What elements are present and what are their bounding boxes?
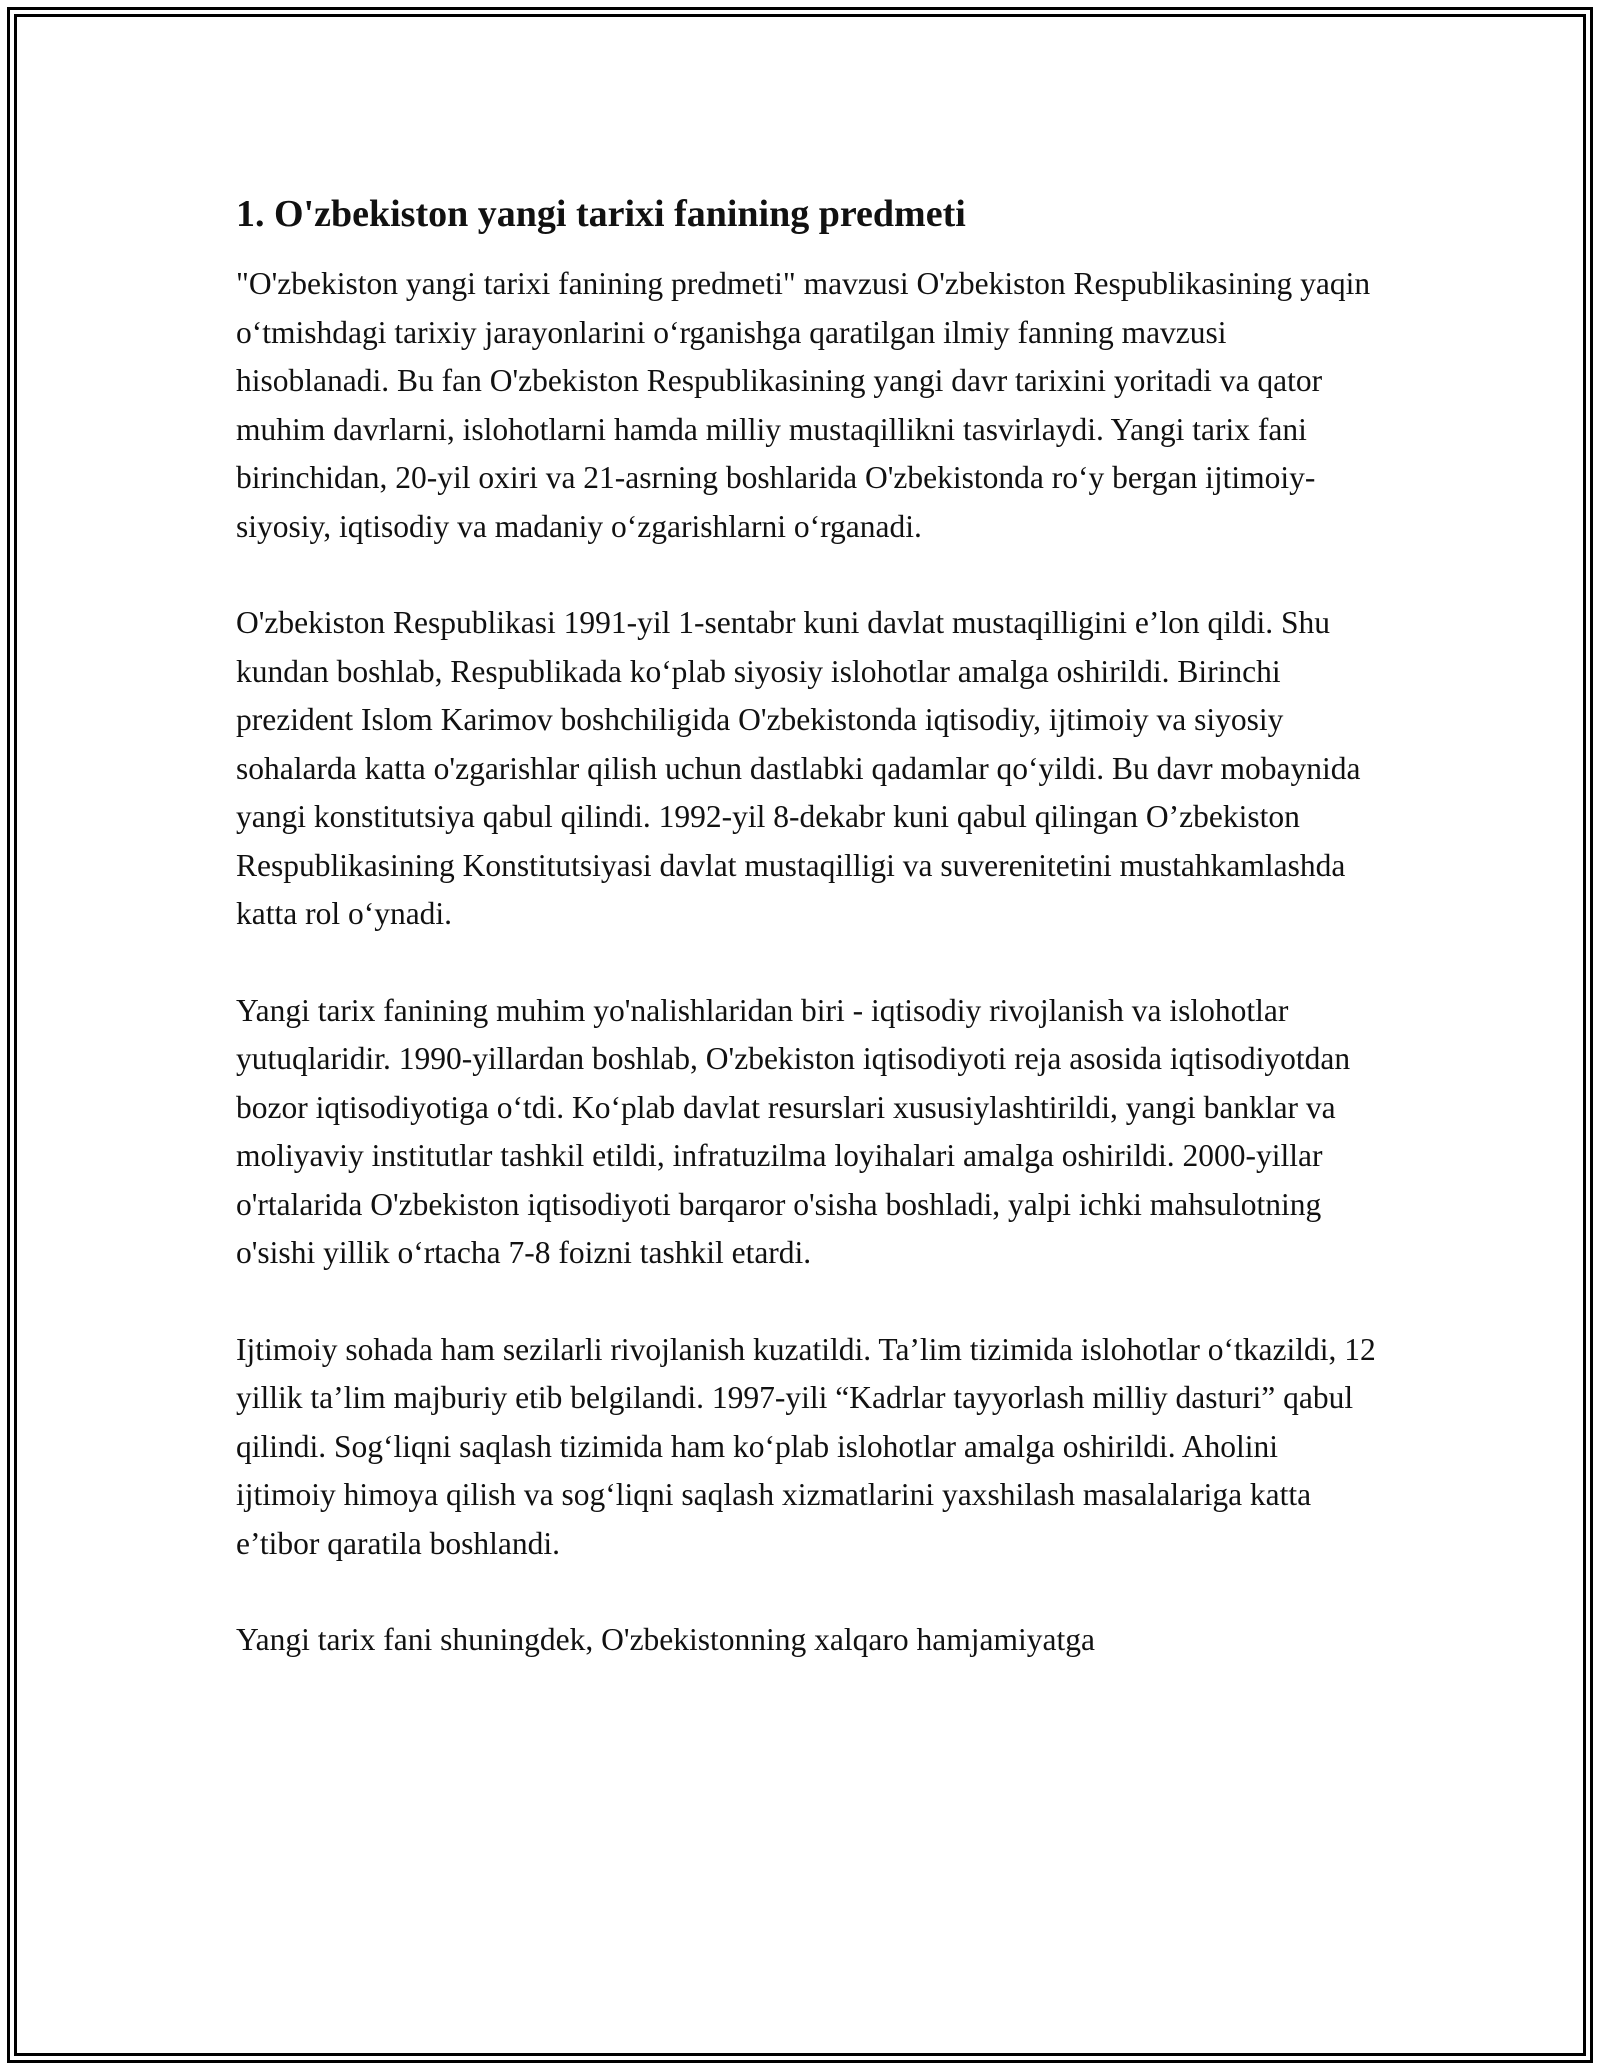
document-title: 1. O'zbekiston yangi tarixi fanining predmeti — [236, 193, 966, 235]
paragraph-4: Ijtimoiy sohada ham sezilarli rivojlanish kuzatildi. Ta’lim tizimida islohotlar o‘tkazildi, 12 yillik ta’lim majburiy etib belgilandi. 1997-yili “Kadrlar tayyorlash milliy dasturi” qabul qilindi. Sog‘liqni saqlash tizimida ham ko‘plab islohotlar amalga oshirildi. Aholini ijtimoiy himoya qilish va sog‘liqni saqlash xizmatlarini yaxshilash masalalariga katta e’tibor qaratila boshlandi. — [236, 1331, 1376, 1561]
paragraph-5: Yangi tarix fani shuningdek, O'zbekistonning xalqaro hamjamiyatga — [236, 1622, 1095, 1657]
document-body — [236, 188, 1376, 1713]
paragraph-3: Yangi tarix fanining muhim yo'nalishlaridan biri - iqtisodiy rivojlanish va islohotlar yutuqlaridir. 1990-yillardan boshlab, O'zbekiston iqtisodiyoti reja asosida iqtisodiyotdan bozor iqtisodiyotiga o‘tdi. Ko‘plab davlat resurslari xususiylashtirildi, yangi banklar va moliyaviy institutlar tashkil etildi, infratuzilma loyihalari amalga oshirildi. 2000-yillar o'rtalarida O'zbekiston iqtisodiyoti barqaror o'sisha boshladi, yalpi ichki mahsulotning o'sishi yillik o‘rtacha 7-8 foizni tashkil etardi. — [236, 992, 1351, 1270]
paragraph-1: "O'zbekiston yangi tarixi fanining predmeti" mavzusi O'zbekiston Respublikasining yaqin o‘tmishdagi tarixiy jarayonlarini o‘rganishga qaratilgan ilmiy fanning mavzusi hisoblanadi. Bu fan O'zbekiston Respublikasining yangi davr tarixini yoritadi va qator muhim davrlarni, islohotlarni hamda milliy mustaqillikni tasvirlaydi. Yangi tarix fani birinchidan, 20-yil oxiri va 21-asrning boshlarida O'zbekistonda ro‘y bergan ijtimoiy-siyosiy, iqtisodiy va madaniy o‘zgarishlarni o‘rganadi. — [236, 266, 1371, 544]
paragraph-2: O'zbekiston Respublikasi 1991-yil 1-sentabr kuni davlat mustaqilligini e’lon qildi. Shu kundan boshlab, Respublikada ko‘plab siyosiy islohotlar amalga oshirildi. Birinchi prezident Islom Karimov boshchiligida O'zbekistonda iqtisodiy, ijtimoiy va siyosiy sohalarda katta o'zgarishlar qilish uchun dastlabki qadamlar qo‘yildi. Bu davr mobaynida yangi konstitutsiya qabul qilindi. 1992-yil 8-dekabr kuni qabul qilingan O’zbekiston Respublikasining Konstitutsiyasi davlat mustaqilligi va suverenitetini mustahkamlashda katta rol o‘ynadi. — [236, 605, 1361, 931]
